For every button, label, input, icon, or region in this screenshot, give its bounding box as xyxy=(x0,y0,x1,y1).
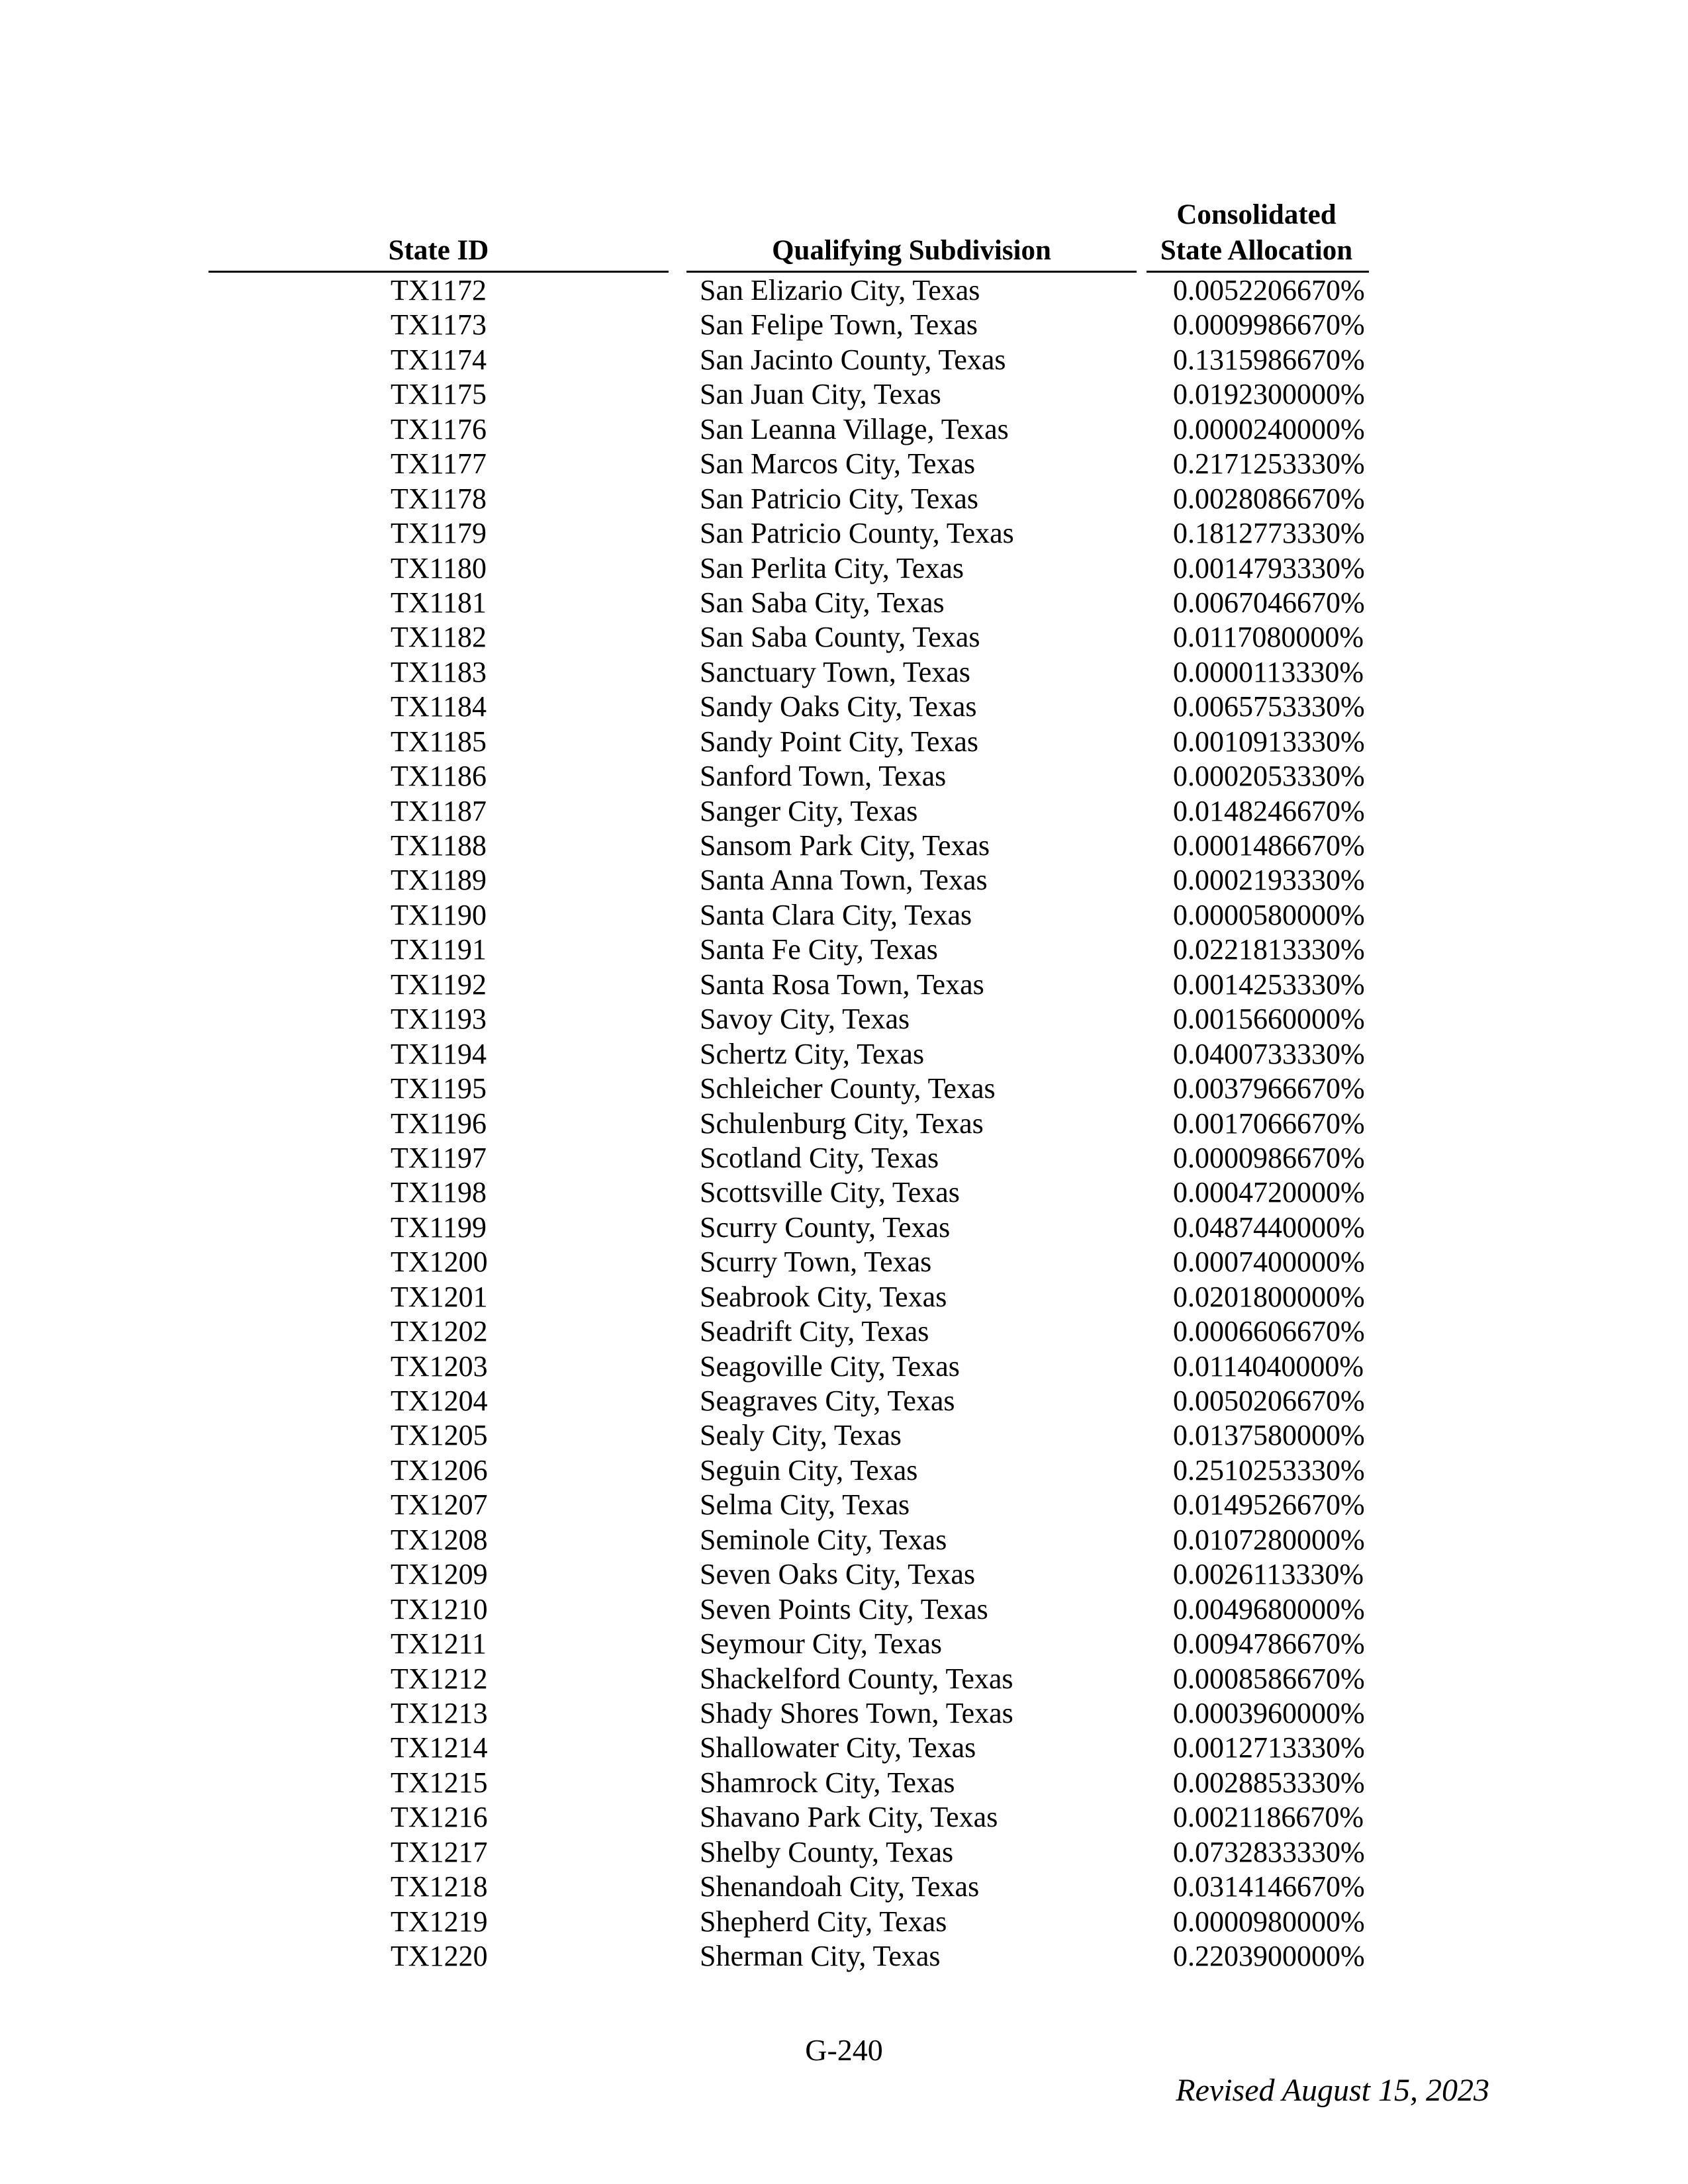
state-id-cell: TX1185 xyxy=(391,725,487,758)
table-row xyxy=(0,1557,1688,1592)
subdivision-cell: Santa Rosa Town, Texas xyxy=(700,968,984,1001)
state-id-cell: TX1201 xyxy=(391,1280,488,1313)
allocation-cell: 0.0008586670% xyxy=(1173,1662,1365,1695)
subdivision-cell: Shelby County, Texas xyxy=(700,1835,954,1868)
revised-date: Revised August 15, 2023 xyxy=(1176,2073,1489,2108)
state-id-cell: TX1214 xyxy=(391,1731,488,1764)
table-row xyxy=(0,1766,1688,1800)
state-id-cell: TX1190 xyxy=(391,898,487,931)
state-id-cell: TX1182 xyxy=(391,621,487,654)
state-id-cell: TX1178 xyxy=(391,482,487,515)
state-id-cell: TX1180 xyxy=(391,551,487,584)
allocation-cell: 0.0015660000% xyxy=(1173,1003,1365,1036)
allocation-cell: 0.0114040000% xyxy=(1173,1349,1364,1383)
allocation-cell: 0.0400733330% xyxy=(1173,1037,1365,1070)
subdivision-cell: Sanger City, Texas xyxy=(700,794,918,827)
allocation-cell: 0.0107280000% xyxy=(1173,1523,1365,1556)
allocation-cell: 0.2171253330% xyxy=(1173,447,1365,480)
subdivision-cell: Seabrook City, Texas xyxy=(700,1280,947,1313)
table-row xyxy=(0,829,1688,863)
table-row xyxy=(0,1175,1688,1210)
table-row xyxy=(0,1280,1688,1314)
allocation-cell: 0.0009986670% xyxy=(1173,308,1365,341)
subdivision-cell: Scottsville City, Texas xyxy=(700,1176,960,1209)
subdivision-cell: Sandy Point City, Texas xyxy=(700,725,979,758)
subdivision-header-rule xyxy=(686,271,1137,273)
subdivision-cell: Seagraves City, Texas xyxy=(700,1385,955,1417)
table-row xyxy=(0,1384,1688,1418)
subdivision-cell: Sealy City, Texas xyxy=(700,1419,902,1452)
allocation-cell: 0.1315986670% xyxy=(1173,343,1365,376)
qualifying-subdivision-header: Qualifying Subdivision xyxy=(772,235,1051,266)
state-id-cell: TX1219 xyxy=(391,1905,488,1938)
allocation-cell: 0.0012713330% xyxy=(1173,1731,1365,1764)
table-row xyxy=(0,377,1688,412)
subdivision-cell: Santa Fe City, Texas xyxy=(700,933,938,966)
allocation-cell: 0.0028853330% xyxy=(1173,1766,1365,1799)
consolidated-allocation-header-line1: Consolidated xyxy=(1176,199,1336,230)
state-id-cell: TX1204 xyxy=(391,1385,488,1417)
allocation-cell: 0.0000986670% xyxy=(1173,1141,1365,1174)
subdivision-cell: Seminole City, Texas xyxy=(700,1523,947,1556)
allocation-cell: 0.0001486670% xyxy=(1173,829,1365,862)
state-id-cell: TX1205 xyxy=(391,1419,488,1452)
state-id-header: State ID xyxy=(388,235,489,266)
table-row xyxy=(0,620,1688,655)
allocation-cell: 0.0732833330% xyxy=(1173,1835,1365,1868)
subdivision-cell: Scurry County, Texas xyxy=(700,1210,951,1244)
allocation-cell: 0.0014793330% xyxy=(1173,551,1365,584)
table-row xyxy=(0,1141,1688,1175)
allocation-cell: 0.0067046670% xyxy=(1173,586,1365,619)
table-row xyxy=(0,1939,1688,1974)
allocation-table-body xyxy=(0,273,1688,1974)
table-row xyxy=(0,863,1688,897)
allocation-cell: 0.0004720000% xyxy=(1173,1176,1365,1209)
subdivision-cell: Scotland City, Texas xyxy=(700,1141,939,1174)
allocation-cell: 0.0010913330% xyxy=(1173,725,1365,758)
subdivision-cell: Savoy City, Texas xyxy=(700,1003,910,1036)
allocation-cell: 0.0221813330% xyxy=(1173,933,1365,966)
subdivision-cell: San Marcos City, Texas xyxy=(700,447,976,480)
state-id-cell: TX1213 xyxy=(391,1696,488,1729)
allocation-cell: 0.0050206670% xyxy=(1173,1385,1365,1417)
state-id-cell: TX1195 xyxy=(391,1072,487,1105)
subdivision-cell: Sherman City, Texas xyxy=(700,1940,941,1972)
table-row xyxy=(0,482,1688,516)
table-row xyxy=(0,1210,1688,1245)
table-row xyxy=(0,1523,1688,1557)
state-id-cell: TX1196 xyxy=(391,1107,487,1140)
state-id-cell: TX1173 xyxy=(391,308,487,341)
table-row xyxy=(0,1453,1688,1488)
allocation-cell: 0.2510253330% xyxy=(1173,1453,1365,1486)
state-id-cell: TX1176 xyxy=(391,412,487,445)
subdivision-cell: Seven Points City, Texas xyxy=(700,1592,988,1625)
state-id-cell: TX1208 xyxy=(391,1523,488,1556)
table-row xyxy=(0,343,1688,377)
state-id-cell: TX1174 xyxy=(391,343,487,376)
allocation-cell: 0.0014253330% xyxy=(1173,968,1365,1001)
table-row xyxy=(0,1731,1688,1765)
state-id-cell: TX1192 xyxy=(391,968,487,1001)
table-row xyxy=(0,1418,1688,1453)
table-row xyxy=(0,551,1688,586)
allocation-cell: 0.0026113330% xyxy=(1173,1558,1364,1591)
subdivision-cell: Shavano Park City, Texas xyxy=(700,1801,998,1834)
table-row xyxy=(0,655,1688,690)
subdivision-cell: Santa Clara City, Texas xyxy=(700,898,972,931)
table-row xyxy=(0,516,1688,551)
table-row xyxy=(0,586,1688,620)
subdivision-cell: Shady Shores Town, Texas xyxy=(700,1696,1013,1729)
subdivision-cell: Shackelford County, Texas xyxy=(700,1662,1013,1695)
table-row xyxy=(0,1314,1688,1349)
table-row xyxy=(0,1002,1688,1036)
allocation-cell: 0.0137580000% xyxy=(1173,1419,1365,1452)
allocation-cell: 0.0000980000% xyxy=(1173,1905,1365,1938)
table-row xyxy=(0,1835,1688,1870)
allocation-cell: 0.0037966670% xyxy=(1173,1072,1365,1105)
subdivision-cell: Sanctuary Town, Texas xyxy=(700,655,970,688)
allocation-cell: 0.0149526670% xyxy=(1173,1488,1365,1522)
allocation-cell: 0.2203900000% xyxy=(1173,1940,1365,1972)
state-id-cell: TX1215 xyxy=(391,1766,488,1799)
table-row xyxy=(0,1870,1688,1904)
table-row xyxy=(0,447,1688,481)
state-id-cell: TX1202 xyxy=(391,1315,488,1348)
state-id-cell: TX1217 xyxy=(391,1835,488,1868)
allocation-cell: 0.1812773330% xyxy=(1173,517,1365,550)
allocation-cell: 0.0117080000% xyxy=(1173,621,1364,654)
table-row xyxy=(0,1662,1688,1696)
allocation-cell: 0.0021186670% xyxy=(1173,1801,1364,1834)
allocation-cell: 0.0487440000% xyxy=(1173,1210,1365,1244)
state-id-cell: TX1218 xyxy=(391,1870,488,1903)
subdivision-cell: San Patricio City, Texas xyxy=(700,482,978,515)
subdivision-cell: San Perlita City, Texas xyxy=(700,551,964,584)
state-id-cell: TX1188 xyxy=(391,829,487,862)
allocation-cell: 0.0028086670% xyxy=(1173,482,1365,515)
table-row xyxy=(0,1107,1688,1141)
state-id-cell: TX1187 xyxy=(391,794,487,827)
allocation-cell: 0.0065753330% xyxy=(1173,690,1365,723)
state-id-cell: TX1177 xyxy=(391,447,487,480)
allocation-cell: 0.0006606670% xyxy=(1173,1315,1365,1348)
subdivision-cell: San Jacinto County, Texas xyxy=(700,343,1006,376)
subdivision-cell: Seadrift City, Texas xyxy=(700,1315,929,1348)
subdivision-cell: Shallowater City, Texas xyxy=(700,1731,976,1764)
allocation-cell: 0.0148246670% xyxy=(1173,794,1365,827)
table-row xyxy=(0,1071,1688,1106)
state-id-cell: TX1186 xyxy=(391,760,487,793)
state-id-cell: TX1193 xyxy=(391,1003,487,1036)
table-row xyxy=(0,1349,1688,1384)
state-id-cell: TX1220 xyxy=(391,1940,488,1972)
state-id-cell: TX1181 xyxy=(391,586,487,619)
table-row xyxy=(0,1905,1688,1939)
subdivision-cell: Selma City, Texas xyxy=(700,1488,910,1522)
table-row xyxy=(0,1592,1688,1627)
subdivision-cell: Shepherd City, Texas xyxy=(700,1905,947,1938)
table-row xyxy=(0,412,1688,447)
subdivision-cell: San Felipe Town, Texas xyxy=(700,308,978,341)
state-id-cell: TX1197 xyxy=(391,1141,487,1174)
subdivision-cell: Seagoville City, Texas xyxy=(700,1349,960,1383)
subdivision-cell: Schleicher County, Texas xyxy=(700,1072,996,1105)
table-row xyxy=(0,1488,1688,1522)
subdivision-cell: Scurry Town, Texas xyxy=(700,1246,932,1279)
state-id-cell: TX1200 xyxy=(391,1246,488,1279)
subdivision-cell: Sandy Oaks City, Texas xyxy=(700,690,977,723)
state-id-cell: TX1189 xyxy=(391,864,487,897)
subdivision-cell: Sansom Park City, Texas xyxy=(700,829,990,862)
state-id-cell: TX1194 xyxy=(391,1037,487,1070)
allocation-cell: 0.0017066670% xyxy=(1173,1107,1365,1140)
subdivision-cell: Shenandoah City, Texas xyxy=(700,1870,980,1903)
consolidated-allocation-header-line2: State Allocation xyxy=(1160,235,1353,266)
allocation-cell: 0.0052206670% xyxy=(1173,274,1365,306)
subdivision-cell: San Patricio County, Texas xyxy=(700,517,1014,550)
allocation-cell: 0.0002053330% xyxy=(1173,760,1365,793)
table-row xyxy=(0,933,1688,967)
state-id-cell: TX1203 xyxy=(391,1349,488,1383)
state-id-cell: TX1191 xyxy=(391,933,487,966)
allocation-cell: 0.0003960000% xyxy=(1173,1696,1365,1729)
allocation-cell: 0.0049680000% xyxy=(1173,1592,1365,1625)
table-row xyxy=(0,1627,1688,1661)
allocation-cell: 0.0094786670% xyxy=(1173,1627,1365,1661)
state-id-cell: TX1211 xyxy=(391,1627,487,1661)
subdivision-cell: Sanford Town, Texas xyxy=(700,760,947,793)
state-id-cell: TX1199 xyxy=(391,1210,487,1244)
state-id-cell: TX1209 xyxy=(391,1558,488,1591)
allocation-header-rule xyxy=(1147,271,1369,273)
page-number: G-240 xyxy=(805,2033,883,2067)
state-id-header-rule xyxy=(209,271,669,273)
subdivision-cell: San Elizario City, Texas xyxy=(700,274,980,306)
subdivision-cell: San Leanna Village, Texas xyxy=(700,412,1009,445)
table-row xyxy=(0,273,1688,308)
state-id-cell: TX1175 xyxy=(391,378,487,411)
allocation-cell: 0.0000240000% xyxy=(1173,412,1365,445)
subdivision-cell: Shamrock City, Texas xyxy=(700,1766,955,1799)
state-id-cell: TX1183 xyxy=(391,655,487,688)
table-row xyxy=(0,308,1688,342)
table-row xyxy=(0,1245,1688,1279)
subdivision-cell: San Saba County, Texas xyxy=(700,621,980,654)
subdivision-cell: San Juan City, Texas xyxy=(700,378,941,411)
allocation-cell: 0.0201800000% xyxy=(1173,1280,1365,1313)
allocation-cell: 0.0314146670% xyxy=(1173,1870,1365,1903)
state-id-cell: TX1207 xyxy=(391,1488,488,1522)
table-row xyxy=(0,968,1688,1002)
allocation-cell: 0.0000113330% xyxy=(1173,655,1364,688)
state-id-cell: TX1184 xyxy=(391,690,487,723)
subdivision-cell: Seymour City, Texas xyxy=(700,1627,943,1661)
table-row xyxy=(0,794,1688,829)
state-id-cell: TX1206 xyxy=(391,1453,488,1486)
subdivision-cell: Schertz City, Texas xyxy=(700,1037,925,1070)
allocation-cell: 0.0007400000% xyxy=(1173,1246,1365,1279)
table-row xyxy=(0,725,1688,759)
table-row xyxy=(0,759,1688,794)
allocation-cell: 0.0192300000% xyxy=(1173,378,1365,411)
subdivision-cell: Santa Anna Town, Texas xyxy=(700,864,988,897)
state-id-cell: TX1198 xyxy=(391,1176,487,1209)
table-row xyxy=(0,1696,1688,1731)
state-id-cell: TX1210 xyxy=(391,1592,488,1625)
subdivision-cell: Schulenburg City, Texas xyxy=(700,1107,984,1140)
subdivision-cell: Seven Oaks City, Texas xyxy=(700,1558,976,1591)
subdivision-cell: San Saba City, Texas xyxy=(700,586,945,619)
state-id-cell: TX1179 xyxy=(391,517,487,550)
state-id-cell: TX1216 xyxy=(391,1801,488,1834)
state-id-cell: TX1212 xyxy=(391,1662,488,1695)
table-row xyxy=(0,898,1688,933)
table-row xyxy=(0,690,1688,724)
subdivision-cell: Seguin City, Texas xyxy=(700,1453,918,1486)
allocation-cell: 0.0000580000% xyxy=(1173,898,1365,931)
table-row xyxy=(0,1037,1688,1071)
state-id-cell: TX1172 xyxy=(391,274,487,306)
table-row xyxy=(0,1800,1688,1835)
allocation-cell: 0.0002193330% xyxy=(1173,864,1365,897)
